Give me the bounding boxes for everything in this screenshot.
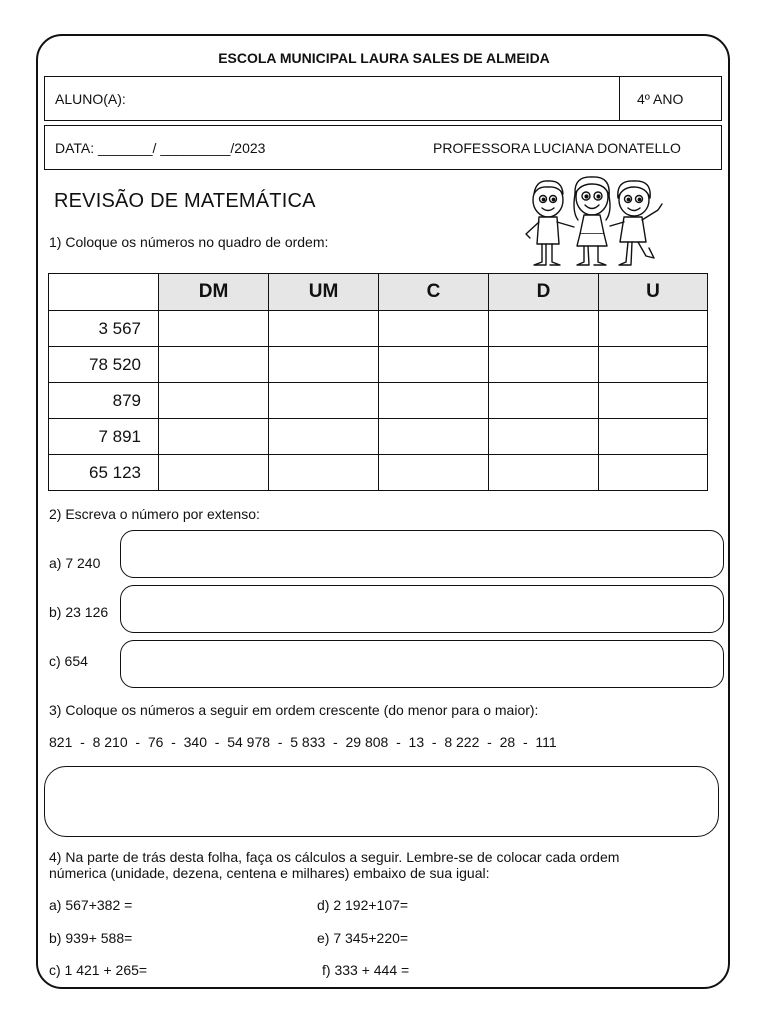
answer-cell[interactable]: [599, 419, 708, 455]
column-header: C: [379, 274, 489, 311]
number-cell: 78 520: [49, 347, 159, 383]
answer-cell[interactable]: [159, 311, 269, 347]
number-cell: 879: [49, 383, 159, 419]
column-header: UM: [269, 274, 379, 311]
answer-cell[interactable]: [159, 383, 269, 419]
answer-box-2c[interactable]: [120, 640, 724, 688]
question-2b-label: b) 23 126: [49, 604, 109, 620]
answer-cell[interactable]: [489, 347, 599, 383]
table-row: [49, 419, 708, 455]
answer-cell[interactable]: [269, 455, 379, 491]
children-illustration-icon: [522, 172, 667, 270]
calc-item: f) 333 + 444 =: [322, 962, 410, 978]
answer-cell[interactable]: [269, 311, 379, 347]
student-label: ALUNO(A):: [55, 91, 126, 107]
calc-item: e) 7 345+220=: [317, 930, 409, 946]
divider: [619, 77, 620, 120]
calc-item: a) 567+382 =: [49, 897, 133, 913]
table-row: [49, 383, 708, 419]
calc-item: c) 1 421 + 265=: [49, 962, 148, 978]
answer-cell[interactable]: [379, 311, 489, 347]
question-3-prompt: 3) Coloque os números a seguir em ordem crescente (do menor para o maior):: [49, 702, 539, 718]
answer-cell[interactable]: [379, 455, 489, 491]
answer-box-2b[interactable]: [120, 585, 724, 633]
table-row: [49, 455, 708, 491]
answer-cell[interactable]: [269, 419, 379, 455]
teacher-label: PROFESSORA LUCIANA DONATELLO: [433, 140, 681, 156]
answer-cell[interactable]: [599, 383, 708, 419]
number-sequence: 821 - 8 210 - 76 - 340 - 54 978 - 5 833 - 29 808 - 13 - 8 222 - 28 - 111: [49, 734, 557, 750]
question-2-prompt: 2) Escreva o número por extenso:: [49, 506, 260, 522]
answer-cell[interactable]: [269, 347, 379, 383]
table-row: [49, 311, 708, 347]
question-2a-label: a) 7 240: [49, 555, 101, 571]
column-header: D: [489, 274, 599, 311]
answer-cell[interactable]: [599, 311, 708, 347]
table-header-row: [49, 274, 708, 311]
number-cell: 65 123: [49, 455, 159, 491]
header-blank-cell: [49, 274, 159, 311]
answer-cell[interactable]: [269, 383, 379, 419]
answer-cell[interactable]: [489, 311, 599, 347]
answer-cell[interactable]: [379, 383, 489, 419]
number-cell: 7 891: [49, 419, 159, 455]
answer-box-2a[interactable]: [120, 530, 724, 578]
answer-cell[interactable]: [159, 455, 269, 491]
answer-cell[interactable]: [599, 347, 708, 383]
date-row: [44, 125, 722, 170]
number-cell: 3 567: [49, 311, 159, 347]
student-row: [44, 76, 722, 121]
question-4-prompt-line1: 4) Na parte de trás desta folha, faça os cálculos a seguir. Lembre-se de colocar cada ordem: [49, 849, 620, 865]
school-name: ESCOLA MUNICIPAL LAURA SALES DE ALMEIDA: [218, 50, 550, 66]
answer-cell[interactable]: [489, 455, 599, 491]
column-header: U: [599, 274, 708, 311]
table-row: [49, 347, 708, 383]
question-4-prompt-line2: númerica (unidade, dezena, centena e milhares) embaixo de sua igual:: [49, 865, 490, 881]
answer-cell[interactable]: [379, 419, 489, 455]
answer-cell[interactable]: [489, 419, 599, 455]
answer-cell[interactable]: [599, 455, 708, 491]
calc-item: b) 939+ 588=: [49, 930, 133, 946]
date-label: DATA: _______/ _________/2023: [55, 140, 266, 156]
question-2c-label: c) 654: [49, 653, 88, 669]
answer-box-3[interactable]: [44, 766, 719, 837]
answer-cell[interactable]: [489, 383, 599, 419]
question-1-prompt: 1) Coloque os números no quadro de ordem:: [49, 234, 329, 250]
answer-cell[interactable]: [159, 419, 269, 455]
column-header: DM: [159, 274, 269, 311]
page-title: REVISÃO DE MATEMÁTICA: [54, 190, 316, 212]
calc-item: d) 2 192+107=: [317, 897, 409, 913]
answer-cell[interactable]: [159, 347, 269, 383]
grade-label: 4º ANO: [637, 91, 684, 107]
place-value-table: [48, 273, 708, 491]
answer-cell[interactable]: [379, 347, 489, 383]
